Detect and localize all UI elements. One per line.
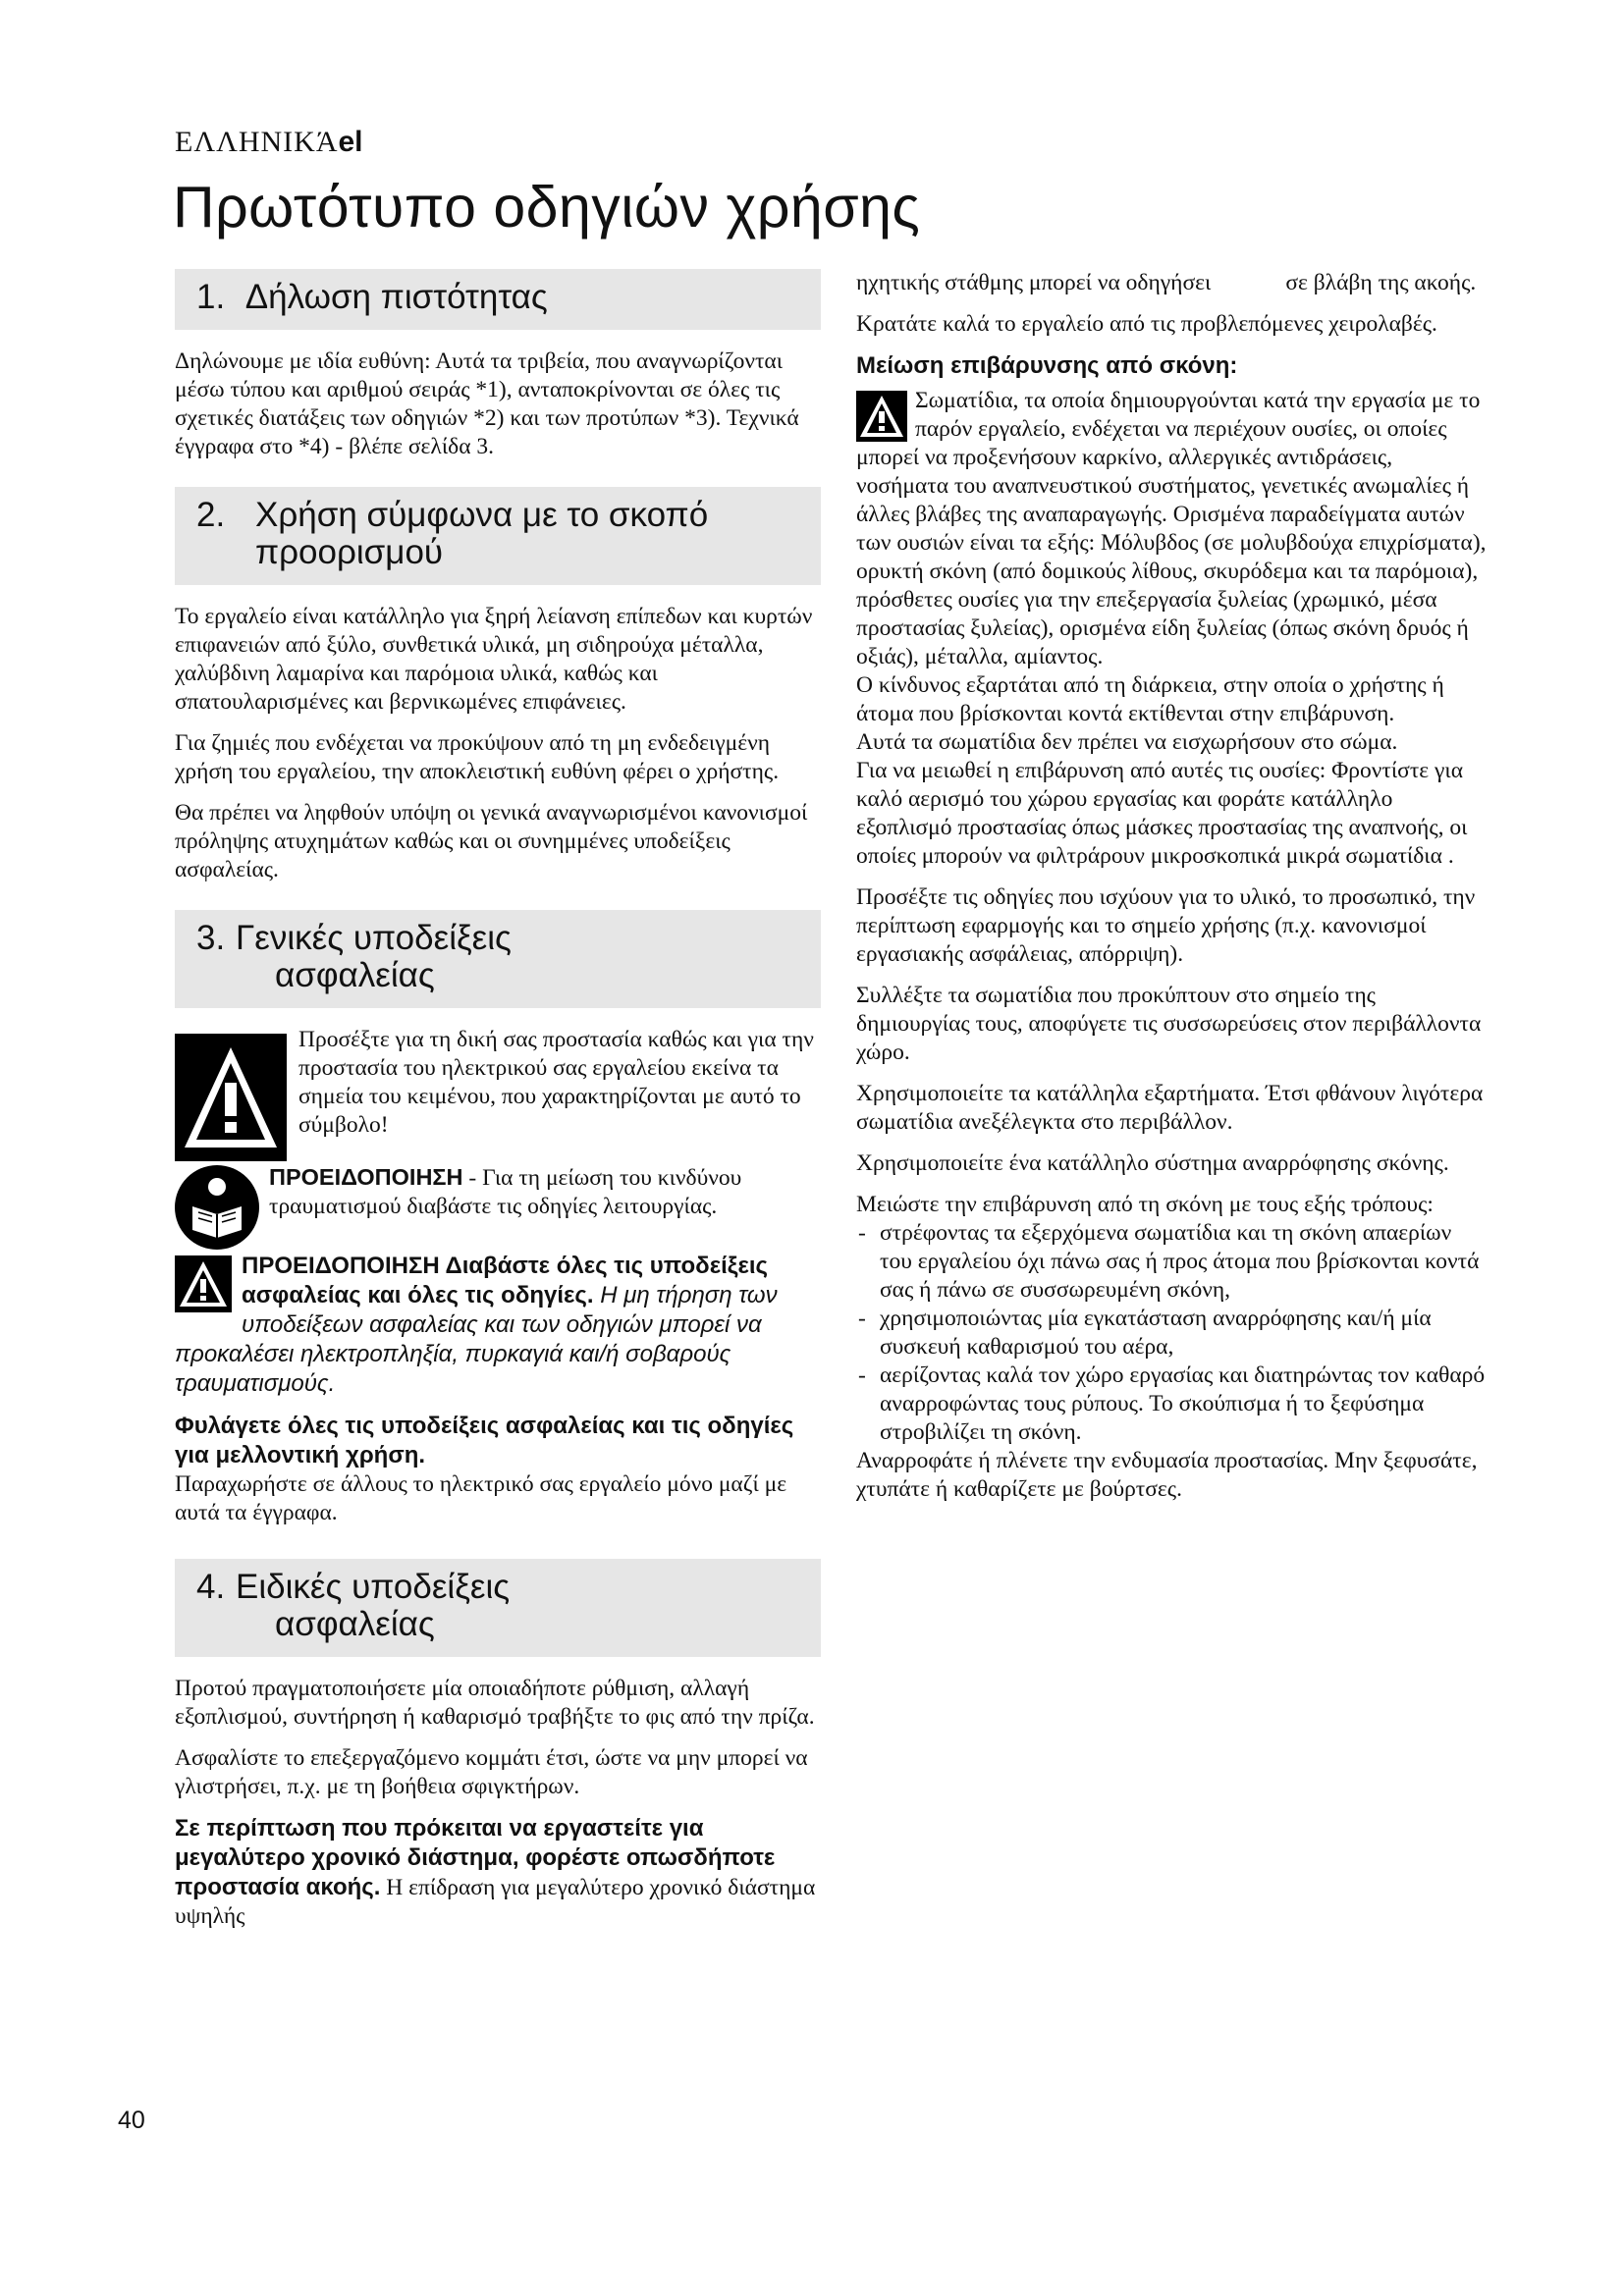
section-number: 4. bbox=[196, 1568, 226, 1606]
document-title: Πρωτότυπο οδηγιών χρήσης bbox=[173, 175, 921, 240]
hearing-continuation-b: σε βλάβη της ακοής. bbox=[1285, 270, 1477, 295]
dust-heading: Μείωση επιβάρυνσης από σκόνη: bbox=[856, 352, 1238, 379]
hearing-continuation-a: ηχητικής στάθμης μπορεί να οδηγήσει bbox=[856, 270, 1212, 295]
keep-instructions-bold: Φυλάγετε όλες τις υποδείξεις ασφαλείας και τις οδηγίες για μελλοντική χρήση. bbox=[175, 1413, 794, 1468]
intended-use-paragraph: Το εργαλείο είναι κατάλληλο για ξηρή λείανση επίπεδων και κυρτών επιφανειών από ξύλο, συνθετικά υλικά, μη σιδηρούχα μέταλλα, χαλύβδινη λαμαρίνα και παρόμοια υλικά, καθώς και σπατουλαρισμένες και βερνικωμένες επιφάνειες. bbox=[175, 604, 813, 715]
section-1-heading bbox=[175, 269, 821, 330]
language-word: ΕΛΛΗΝΙΚΆ bbox=[175, 126, 339, 158]
unplug-paragraph: Προτού πραγματοποιήσετε μία οποιαδήποτε ρύθμιση, αλλαγή εξοπλισμού, συντήρηση ή καθαρισμό τραβήξτε το φις από την πρίζα. bbox=[175, 1676, 815, 1730]
section-title-line-2: ασφαλείας bbox=[275, 1605, 435, 1643]
read-manual-note bbox=[175, 1163, 821, 1252]
symbol-note bbox=[175, 1026, 821, 1163]
list-item: - στρέφοντας τα εξερχόμενα σωματίδια και τη σκόνη απαερίων του εργαλείου όχι πάνω σας ή προς άτομα που βρίσκονται κοντά σας ή πάνω σε συσσωρευμένη σκόνη, bbox=[856, 1219, 1487, 1305]
section-title-line-1: Ειδικές υποδείξεις bbox=[236, 1568, 511, 1606]
extraction-paragraph: Χρησιμοποιείτε ένα κατάλληλο σύστημα αναρρόφησης σκόνης. bbox=[856, 1150, 1449, 1176]
reduce-methods-list bbox=[856, 1219, 1487, 1447]
secure-workpiece-paragraph: Ασφαλίστε το επεξεργαζόμενο κομμάτι έτσι, ώστε να μην μπορεί να γλιστρήσει, π.χ. με τη βοήθεια σφιγκτήρων. bbox=[175, 1745, 808, 1799]
dust-body-paragraph: Αυτά τα σωματίδια δεν πρέπει να εισχωρήσουν στο σώμα. bbox=[856, 729, 1398, 755]
section-title: Χρήση σύμφωνα με το σκοπό προορισμού bbox=[255, 496, 709, 571]
dust-risk-paragraph: Ο κίνδυνος εξαρτάται από τη διάρκεια, στην οποία ο χρήστης ή άτομα που βρίσκονται κοντά εκτίθενται στην επιβάρυνση. bbox=[856, 672, 1444, 726]
right-column bbox=[856, 269, 1487, 1517]
list-item: - χρησιμοποιώντας μία εγκατάσταση αναρρόφησης και/ή μία συσκευή καθαρισμού του αέρα, bbox=[856, 1305, 1487, 1362]
language-line bbox=[175, 126, 363, 159]
dust-warning bbox=[856, 387, 1487, 671]
grip-paragraph: Κρατάτε καλά το εργαλείο από τις προβλεπόμενες χειρολαβές. bbox=[856, 311, 1437, 337]
warning-triangle-icon bbox=[175, 1255, 232, 1312]
regulations-paragraph: Θα πρέπει να ληφθούν υπόψη οι γενικά αναγνωρισμένοι κανονισμοί πρόληψης ατυχημάτων καθώς και οι συνημμένες υποδείξεις ασφαλείας. bbox=[175, 800, 808, 882]
warning-text: - Για τη μείωση του κινδύνου τραυματισμού διαβάστε τις οδηγίες λειτουργίας. bbox=[269, 1165, 742, 1219]
keep-instructions-text: Παραχωρήστε σε άλλους το ηλεκτρικό σας εργαλείο μόνο μαζί με αυτά τα έγγραφα. bbox=[175, 1471, 787, 1525]
warning-label: ΠΡΟΕΙΔΟΠΟΙΗΣΗ bbox=[269, 1164, 463, 1190]
hearing-protection-bold: Σε περίπτωση που πρόκειται να εργαστείτε για μεγαλύτερο χρονικό διάστημα, φορέστε οπωσδήποτε προστασία ακοής. bbox=[175, 1815, 776, 1900]
warning-triangle-icon bbox=[856, 391, 907, 442]
warning-triangle-icon bbox=[175, 1034, 287, 1161]
read-manual-icon bbox=[175, 1165, 259, 1250]
section-number: 1. bbox=[196, 278, 226, 316]
section-title: Δήλωση πιστότητας bbox=[244, 278, 548, 316]
page-number: 40 bbox=[118, 2107, 145, 2134]
language-code: el bbox=[338, 126, 363, 158]
section-number: 3. bbox=[196, 919, 226, 957]
left-column bbox=[175, 269, 821, 1944]
section-number: 2. bbox=[196, 496, 226, 534]
section-3-heading bbox=[175, 910, 821, 1008]
rules-paragraph: Προσέξτε τις οδηγίες που ισχύουν για το υλικό, το προσωπικό, την περίπτωση εφαρμογής και το σημείο χρήσης (π.χ. κανονισμοί εργασιακής ασφάλειας, απόρριψη). bbox=[856, 884, 1476, 967]
protective-clothing-paragraph: Αναρροφάτε ή πλένετε την ενδυμασία προστασίας. Μην ξεφυσάτε, χτυπάτε ή καθαρίζετε με βούρτσες. bbox=[856, 1448, 1478, 1502]
general-warning-note bbox=[175, 1252, 821, 1412]
section-title-line-2: ασφαλείας bbox=[275, 956, 435, 994]
collect-paragraph: Συλλέξτε τα σωματίδια που προκύπτουν στο σημείο της δημιουργίας τους, αποφύγετε τις συσσωρεύσεις στον περιβάλλοντα χώρο. bbox=[856, 983, 1482, 1065]
accessories-paragraph: Χρησιμοποιείτε τα κατάλληλα εξαρτήματα. Έτσι φθάνουν λιγότερα σωματίδια ανεξέλεγκτα στο περιβάλλον. bbox=[856, 1081, 1484, 1135]
section-2-heading bbox=[175, 487, 821, 585]
liability-paragraph: Για ζημιές που ενδέχεται να προκύψουν από τη μη ενδεδειγμένη χρήση του εργαλείου, την αποκλειστική ευθύνη φέρει ο χρήστης. bbox=[175, 730, 780, 784]
section-title-line-1: Γενικές υποδείξεις bbox=[236, 919, 512, 957]
dust-reduce-paragraph: Για να μειωθεί η επιβάρυνση από αυτές τις ουσίες: Φροντίστε για καλό αερισμό του χώρου εργασίας και φοράτε κατάλληλο εξοπλισμό προστασίας όπως μάσκες προστασίας της αναπνοής, οι οποίες μπορούν να φιλτράρουν μικροσκοπικά μικρά σωματίδια . bbox=[856, 758, 1468, 869]
section-4-heading bbox=[175, 1559, 821, 1657]
symbol-note-text: Προσέξτε για τη δική σας προστασία καθώς και για την προστασία του ηλεκτρικού σας εργαλείου εκείνα τα σημεία του κειμένου, που χαρακτηρίζονται με αυτό το σύμβολο! bbox=[298, 1027, 814, 1138]
dust-hazard-paragraph: Σωματίδια, τα οποία δημιουργούνται κατά την εργασία με το παρόν εργαλείο, ενδέχεται να περιέχουν ουσίες, οι οποίες μπορεί να προξενήσουν καρκίνο, αλλεργικές αντιδράσεις, νοσήματα του αναπνευστικού συστήματος, γενετικές ανωμαλίες ή άλλες βλάβες της αναπαραγωγής. Ορισμένα παραδείγματα αυτών των ουσιών είναι τα εξής: Μόλυβδος (σε μολυβδούχα επιχρίσματα), ορυκτή σκόνη (από δομικούς λίθους, σκυρόδεμα και τα παρόμοια), πρόσθετες ουσίες για την επεξεργασία ξυλείας (χρωμικό, μέσα προστασίας ξυλείας), ορισμένα είδη ξυλείας (όπως σκόνη δρυός ή οξιάς), μέταλλα, αμίαντος. bbox=[856, 388, 1487, 669]
hearing-protection-text: Η επίδραση για μεγαλύτερο χρονικό διάστημα υψηλής bbox=[175, 1875, 816, 1929]
list-item: - αερίζοντας καλά τον χώρο εργασίας και διατηρώντας τον καθαρό αναρροφώντας τους ρύπους. Το σκούπισμα ή το ξεφύσημα στροβιλίζει τη σκόνη. bbox=[856, 1362, 1487, 1447]
conformity-paragraph: Δηλώνουμε με ιδία ευθύνη: Αυτά τα τριβεία, που αναγνωρίζονται μέσω τύπου και αριθμού σειράς *1), ανταποκρίνονται σε όλες τις σχετικές διατάξεις των οδηγιών *2) και των προτύπων *3). Τεχνικά έγγραφα στο *4) - βλέπε σελίδα 3. bbox=[175, 348, 799, 459]
reduce-methods-intro: Μειώστε την επιβάρυνση από τη σκόνη με τους εξής τρόπους: bbox=[856, 1192, 1434, 1217]
general-warning-italic: Η μη τήρηση των υποδείξεων ασφαλείας και των οδηγιών μπορεί να προκαλέσει ηλεκτροπληξία, πυρκαγιά και/ή σοβαρούς τραυματισμούς. bbox=[175, 1282, 778, 1397]
general-warning-bold: ΠΡΟΕΙΔΟΠΟΙΗΣΗ Διαβάστε όλες τις υποδείξεις ασφαλείας και όλες τις οδηγίες. bbox=[242, 1253, 768, 1308]
